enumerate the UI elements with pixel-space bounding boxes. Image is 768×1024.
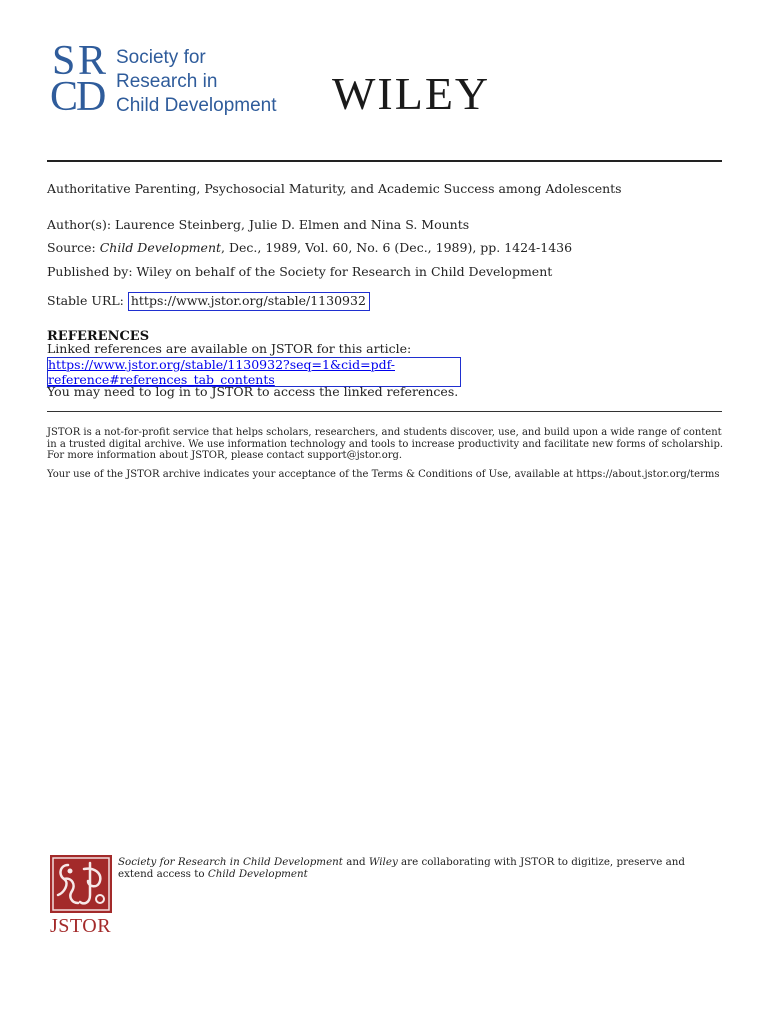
- jstor-logo-mark: [50, 855, 112, 913]
- authors-label: Author(s):: [47, 217, 112, 232]
- authors-value: Laurence Steinberg, Julie D. Elmen and Nina S. Mounts: [115, 217, 470, 232]
- references-intro: Linked references are available on JSTOR for this article:: [47, 341, 412, 356]
- terms-notice: Your use of the JSTOR archive indicates your acceptance of the Terms & Conditions of Use, available at https://about.jstor.org/terms: [47, 469, 720, 480]
- references-link-line: reference#references_tab_contents: [48, 371, 275, 387]
- srcd-text-line: Society for: [116, 47, 206, 68]
- references-link-line: https://www.jstor.org/stable/1130932?seq=1&cid=pdf-: [48, 357, 395, 372]
- references-login-note: You may need to log in to JSTOR to access the linked references.: [47, 383, 459, 399]
- stable-url-label: Stable URL:: [47, 293, 124, 308]
- srcd-letter-s: S: [52, 38, 72, 84]
- wiley-logo: WILEY: [332, 68, 491, 119]
- references-heading: REFERENCES: [47, 329, 150, 344]
- stable-url-link[interactable]: https://www.jstor.org/stable/1130932: [128, 292, 370, 311]
- srcd-logo-text: [116, 46, 277, 118]
- source-details: , Dec., 1989, Vol. 60, No. 6 (Dec., 1989), pp. 1424-1436: [221, 240, 573, 255]
- references-link[interactable]: [47, 357, 461, 387]
- jstor-notice: JSTOR is a not-for-profit service that helps scholars, researchers, and students discover, use, and build upon a wide range of content in a trusted digital archive. We use information technology and tools to increase productivity and facilitate new forms of scholarship. For more information about JSTOR, please contact support@jstor.org.: [47, 427, 724, 461]
- references-body: [47, 342, 727, 399]
- srcd-letter-c: C: [50, 74, 75, 120]
- srcd-letter-r: R: [78, 38, 103, 84]
- collab-and: and: [342, 856, 369, 868]
- collab-journal: Child Development: [207, 868, 308, 880]
- stable-url-row: [47, 292, 727, 311]
- published-by: Published by: Wiley on behalf of the Society for Research in Child Development: [47, 264, 553, 279]
- source-journal: Child Development: [99, 240, 222, 255]
- article-authors: [47, 218, 727, 231]
- middle-divider: [47, 411, 722, 412]
- srcd-letter-d: D: [76, 74, 103, 120]
- collab-society: Society for Research in Child Development: [118, 856, 343, 868]
- srcd-logo-mark: [50, 38, 112, 120]
- article-title: Authoritative Parenting, Psychosocial Maturity, and Academic Success among Adolescents: [47, 181, 622, 196]
- srcd-text-line: Child Development: [116, 95, 277, 116]
- jstor-logo-text: JSTOR: [50, 915, 112, 937]
- source-label: Source:: [47, 240, 96, 255]
- jstor-ornament-icon: [50, 855, 112, 913]
- top-divider: [47, 160, 722, 162]
- article-source: [47, 241, 727, 254]
- collaboration-note: [118, 856, 718, 880]
- collab-wiley: Wiley: [368, 856, 398, 868]
- collab-mid: are collaborating with JSTOR to digitize, preserve and extend access to: [118, 856, 685, 880]
- srcd-text-line: Research in: [116, 71, 218, 92]
